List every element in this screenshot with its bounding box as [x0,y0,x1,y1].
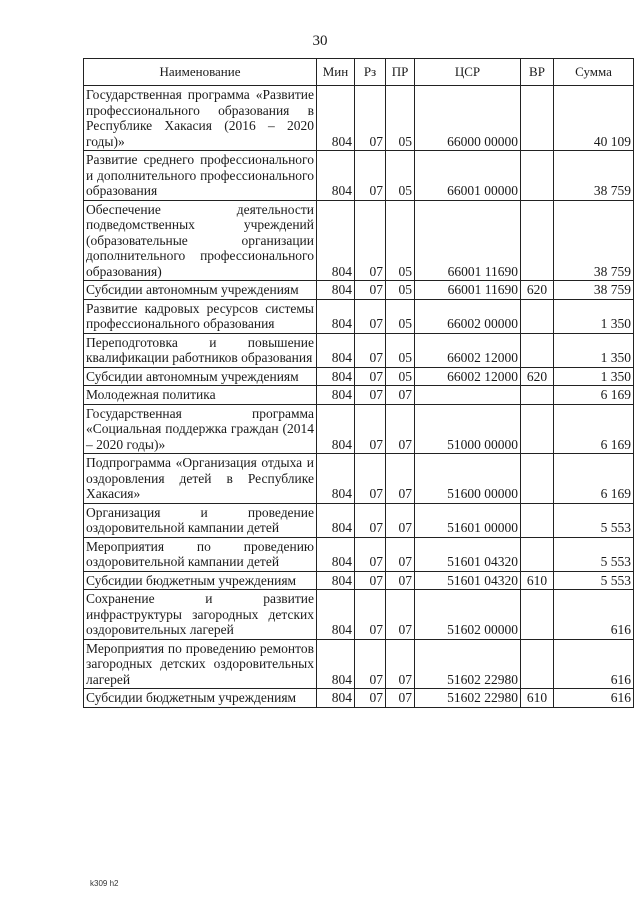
cell-name: Подпрограмма «Организация отдыха и оздоровления детей в Республике Хакасия» [84,454,317,504]
cell-vr [521,299,554,333]
cell-min: 804 [317,454,355,504]
table-row [84,151,634,201]
cell-csr: 66001 00000 [415,151,521,201]
table-row [84,386,634,405]
cell-min: 804 [317,367,355,386]
cell-name: Субсидии бюджетным учреждениям [84,689,317,708]
cell-pr: 05 [386,86,415,151]
header-csr: ЦСР [415,59,521,86]
cell-name: Развитие среднего профессионального и дополнительного профессионального образования [84,151,317,201]
cell-csr: 66001 11690 [415,281,521,300]
cell-name: Субсидии бюджетным учреждениям [84,571,317,590]
table-row [84,639,634,689]
cell-csr: 51601 04320 [415,571,521,590]
cell-pr: 05 [386,151,415,201]
cell-min: 804 [317,151,355,201]
cell-vr: 610 [521,571,554,590]
cell-min: 804 [317,281,355,300]
cell-min: 804 [317,689,355,708]
cell-sum: 6 169 [554,404,634,454]
cell-rz: 07 [355,299,386,333]
cell-csr: 51600 00000 [415,454,521,504]
cell-pr: 05 [386,333,415,367]
cell-csr: 66002 00000 [415,299,521,333]
cell-min: 804 [317,571,355,590]
cell-rz: 07 [355,689,386,708]
cell-rz: 07 [355,404,386,454]
cell-min: 804 [317,503,355,537]
cell-min: 804 [317,537,355,571]
cell-sum: 6 169 [554,386,634,405]
cell-pr: 07 [386,689,415,708]
table-row [84,333,634,367]
cell-vr: 620 [521,281,554,300]
cell-min: 804 [317,299,355,333]
cell-name: Развитие кадровых ресурсов системы профессионального образования [84,299,317,333]
cell-csr: 66000 00000 [415,86,521,151]
cell-min: 804 [317,333,355,367]
cell-name: Мероприятия по проведению оздоровительной кампании детей [84,537,317,571]
cell-csr: 66002 12000 [415,333,521,367]
table-row [84,454,634,504]
cell-vr [521,590,554,640]
cell-pr: 07 [386,454,415,504]
cell-vr [521,86,554,151]
cell-rz: 07 [355,86,386,151]
cell-rz: 07 [355,386,386,405]
cell-name: Субсидии автономным учреждениям [84,281,317,300]
cell-csr: 51000 00000 [415,404,521,454]
cell-name: Сохранение и развитие инфраструктуры загородных детских оздоровительных лагерей [84,590,317,640]
cell-pr: 07 [386,404,415,454]
cell-name: Организация и проведение оздоровительной кампании детей [84,503,317,537]
table-body [84,86,634,708]
cell-sum: 38 759 [554,200,634,281]
page-number: 30 [312,33,328,49]
cell-rz: 07 [355,537,386,571]
cell-vr [521,454,554,504]
cell-vr [521,503,554,537]
cell-sum: 616 [554,590,634,640]
header-vr: ВР [521,59,554,86]
table-row [84,86,634,151]
table-header-row [84,59,634,86]
table-row [84,503,634,537]
cell-sum: 6 169 [554,454,634,504]
cell-min: 804 [317,590,355,640]
cell-pr: 05 [386,200,415,281]
cell-name: Государственная программа «Социальная поддержка граждан (2014 – 2020 годы)» [84,404,317,454]
table-row [84,537,634,571]
cell-rz: 07 [355,454,386,504]
cell-pr: 07 [386,590,415,640]
cell-sum: 40 109 [554,86,634,151]
cell-sum: 5 553 [554,571,634,590]
cell-rz: 07 [355,367,386,386]
cell-rz: 07 [355,200,386,281]
cell-vr: 610 [521,689,554,708]
cell-min: 804 [317,386,355,405]
cell-csr [415,386,521,405]
header-rz: Рз [355,59,386,86]
cell-name: Государственная программа «Развитие профессионального образования в Республике Хакасия (2016 – 2020 годы)» [84,86,317,151]
table-row [84,571,634,590]
cell-vr [521,639,554,689]
cell-pr: 05 [386,299,415,333]
cell-csr: 51602 22980 [415,689,521,708]
cell-sum: 5 553 [554,537,634,571]
cell-min: 804 [317,404,355,454]
cell-rz: 07 [355,281,386,300]
cell-rz: 07 [355,333,386,367]
table-row [84,367,634,386]
cell-csr: 66002 12000 [415,367,521,386]
table-row [84,404,634,454]
cell-rz: 07 [355,590,386,640]
cell-sum: 1 350 [554,367,634,386]
cell-pr: 07 [386,639,415,689]
cell-name: Субсидии автономным учреждениям [84,367,317,386]
table-row [84,200,634,281]
cell-pr: 07 [386,571,415,590]
cell-name: Мероприятия по проведению ремонтов загородных детских оздоровительных лагерей [84,639,317,689]
cell-rz: 07 [355,503,386,537]
cell-min: 804 [317,86,355,151]
cell-pr: 05 [386,281,415,300]
cell-rz: 07 [355,571,386,590]
budget-table [83,58,634,708]
cell-pr: 07 [386,386,415,405]
cell-sum: 1 350 [554,333,634,367]
cell-min: 804 [317,200,355,281]
cell-csr: 51601 00000 [415,503,521,537]
cell-pr: 07 [386,537,415,571]
cell-csr: 51601 04320 [415,537,521,571]
cell-min: 804 [317,639,355,689]
cell-rz: 07 [355,639,386,689]
cell-name: Переподготовка и повышение квалификации работников образования [84,333,317,367]
cell-vr [521,333,554,367]
cell-vr [521,386,554,405]
cell-name: Обеспечение деятельности подведомственных учреждений (образовательные организации дополнительного профессионального образования) [84,200,317,281]
table-row [84,689,634,708]
cell-vr [521,200,554,281]
header-name: Наименование [84,59,317,86]
cell-sum: 1 350 [554,299,634,333]
table-row [84,299,634,333]
table-row [84,281,634,300]
cell-name: Молодежная политика [84,386,317,405]
cell-csr: 51602 00000 [415,590,521,640]
footer-code: k309 h2 [90,879,119,888]
cell-vr [521,404,554,454]
header-sum: Сумма [554,59,634,86]
cell-rz: 07 [355,151,386,201]
cell-sum: 5 553 [554,503,634,537]
header-pr: ПР [386,59,415,86]
table-row [84,590,634,640]
cell-sum: 616 [554,689,634,708]
cell-vr [521,537,554,571]
cell-pr: 05 [386,367,415,386]
cell-vr: 620 [521,367,554,386]
cell-vr [521,151,554,201]
cell-pr: 07 [386,503,415,537]
cell-sum: 38 759 [554,281,634,300]
cell-csr: 51602 22980 [415,639,521,689]
cell-csr: 66001 11690 [415,200,521,281]
cell-sum: 616 [554,639,634,689]
cell-sum: 38 759 [554,151,634,201]
header-min: Мин [317,59,355,86]
